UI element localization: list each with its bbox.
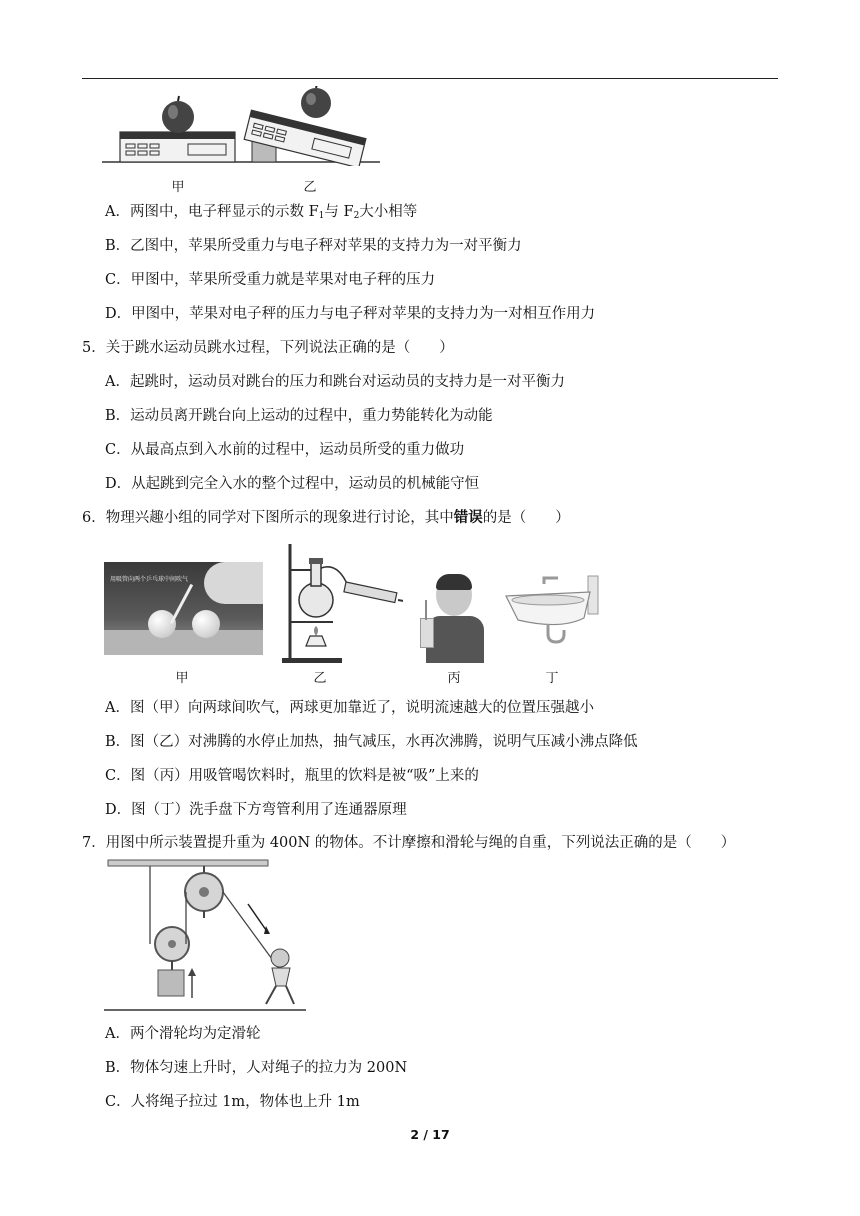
page-number: 2 / 17 <box>410 1127 450 1142</box>
header-rule <box>82 78 778 79</box>
q5-option-c: C．从最高点到入水前的过程中，运动员所受的重力做功 <box>105 442 465 458</box>
q7-stem: 7．用图中所示装置提升重为 400N 的物体。不计摩擦和滑轮与绳的自重，下列说法正确的是（ ） <box>82 835 736 851</box>
caption-q6-jia: 甲 <box>175 671 189 686</box>
photo-jia <box>104 562 263 655</box>
hand <box>204 562 263 604</box>
caption-q6-ding: 丁 <box>545 671 559 686</box>
q6-option-c: C．图（丙）用吸管喝饮料时，瓶里的饮料是被“吸”上来的 <box>105 768 479 784</box>
q6-option-a: A．图（甲）向两球间吹气，两球更加靠近了，说明流速越大的位置压强越小 <box>105 700 594 716</box>
q5-option-a: A．起跳时，运动员对跳台的压力和跳台对运动员的支持力是一对平衡力 <box>105 374 565 390</box>
q6-stem: 6．物理兴趣小组的同学对下图所示的现象进行讨论，其中错误的是（ ） <box>82 509 570 526</box>
q7-option-b: B．物体匀速上升时，人对绳子的拉力为 200N <box>105 1060 408 1076</box>
q4-option-a: A．两图中，电子秤显示的示数 $F_1$与 $F_2$大小相等 <box>105 204 418 221</box>
q7-option-c: C．人将绳子拉过 1m，物体也上升 1m <box>105 1094 360 1110</box>
sink-figure <box>500 574 600 646</box>
scale-figure <box>100 86 385 166</box>
q5-option-b: B．运动员离开跳台向上运动的过程中，重力势能转化为动能 <box>105 408 493 424</box>
ball-right <box>192 610 220 638</box>
photo-jia-text: 用吸管向两个乒乓球中间吹气 <box>110 576 189 583</box>
pulley-figure <box>100 858 310 1014</box>
caption-q6-yi: 乙 <box>313 671 327 686</box>
q5-stem: 5．关于跳水运动员跳水过程，下列说法正确的是（ ） <box>82 340 454 356</box>
q6-option-d: D．图（丁）洗手盘下方弯管利用了连通器原理 <box>105 802 407 818</box>
boiling-apparatus <box>278 540 403 665</box>
caption-q6-bing: 丙 <box>447 671 461 686</box>
caption-jia: 甲 <box>171 180 185 195</box>
q7-option-a: A．两个滑轮均为定滑轮 <box>105 1026 261 1042</box>
straw <box>170 584 193 624</box>
q4-option-d: D．甲图中，苹果对电子秤的压力与电子秤对苹果的支持力为一对相互作用力 <box>105 306 596 322</box>
q4-option-c: C．甲图中，苹果所受重力就是苹果对电子秤的压力 <box>105 272 436 288</box>
q6-stem-emphasis: 错误 <box>453 509 483 526</box>
q5-option-d: D．从起跳到完全入水的整个过程中，运动员的机械能守恒 <box>105 476 480 492</box>
caption-yi: 乙 <box>303 180 317 195</box>
photo-bing <box>416 572 486 663</box>
scale-yi <box>244 86 366 166</box>
scale-jia <box>120 96 235 162</box>
q6-option-b: B．图（乙）对沸腾的水停止加热，抽气减压，水再次沸腾，说明气压减小沸点降低 <box>105 734 638 750</box>
q4-option-b: B．乙图中，苹果所受重力与电子秤对苹果的支持力为一对平衡力 <box>105 238 522 254</box>
